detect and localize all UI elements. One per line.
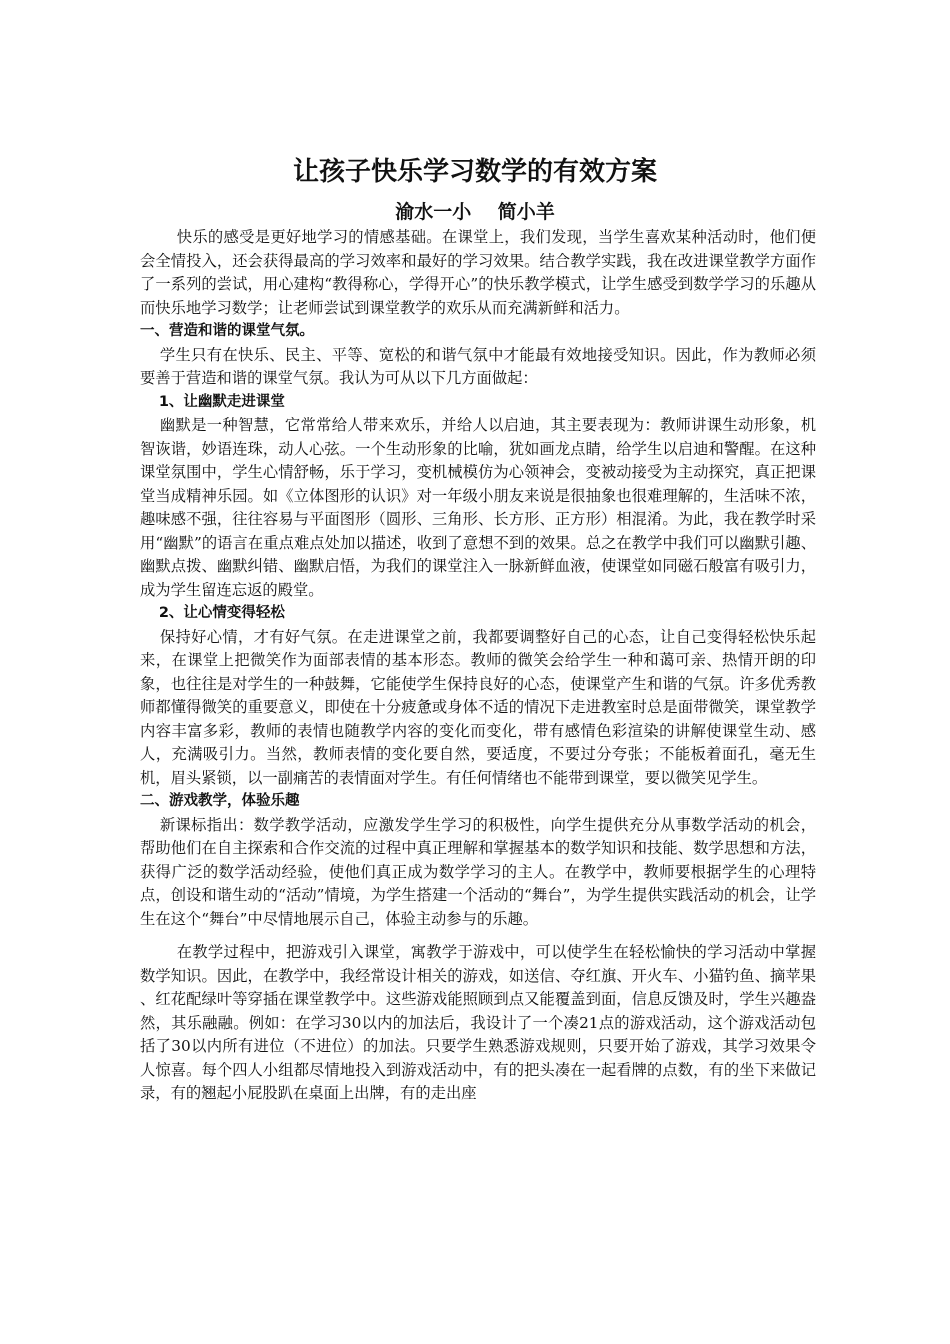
intro-paragraph: 快乐的感受是更好地学习的情感基础。在课堂上，我们发现，当学生喜欢某种活动时，他们便会全情投入，还会获得最高的学习效率和最好的学习效果。结合教学实践，我在改进课堂教学方面作了一系列的尝试，用心建构“教得称心，学得开心”的快乐教学模式，让学生感受到数学学习的乐趣从而快乐地学习数学；让老师尝试到课堂教学的欢乐从而充满新鲜和活力。 <box>140 228 816 317</box>
document-author: 渝水一小 简小羊 <box>395 201 555 223</box>
subsection-heading-1-2: 2、让心情变得轻松 <box>158 605 285 621</box>
section-2-paragraph-1: 新课标指出：数学教学活动，应激发学生学习的积极性，向学生提供充分从事数学活动的机会，帮助他们在自主探索和合作交流的过程中真正理解和掌握基本的数学知识和技能、数学思想和方法，获得广泛的数学活动经验，使他们真正成为数学学习的主人。在教学中，教师要根据学生的心理特点，创设和谐生动的“活动”情境，为学生搭建一个活动的“舞台”，为学生提供实践活动的机会，让学生在这个“舞台”中尽情地展示自己，体验主动参与的乐趣。 <box>140 815 816 928</box>
section-heading-1: 一、营造和谐的课堂气氛。 <box>140 323 314 339</box>
subsection-1-2-paragraph: 保持好心情，才有好气氛。在走进课堂之前，我都要调整好自己的心态，让自己变得轻松快乐起来，在课堂上把微笑作为面部表情的基本形态。教师的微笑会给学生一种和蔼可亲、热情开朗的印象，也往往是对学生的一种鼓舞，它能使学生保持良好的心态，使课堂产生和谐的气氛。许多优秀教师都懂得微笑的重要意义，即使在十分疲惫或身体不适的情况下走进教室时总是面带微笑，课堂教学内容丰富多彩，教师的表情也随教学内容的变化而变化，带有感情色彩渲染的讲解使课堂生动、感人，充满吸引力。当然，教师表情的变化要自然，要适度，不要过分夸张；不能板着面孔，毫无生机，眉头紧锁，以一副痛苦的表情面对学生。有任何情绪也不能带到课堂，要以微笑见学生。 <box>140 627 816 787</box>
section-1-intro: 学生只有在快乐、民主、平等、宽松的和谐气氛中才能最有效地接受知识。因此，作为教师必须要善于营造和谐的课堂气氛。我认为可从以下几方面做起： <box>140 345 816 387</box>
section-heading-2: 二、游戏教学，体验乐趣 <box>140 793 300 809</box>
document-body <box>140 226 816 1106</box>
subsection-1-1-paragraph: 幽默是一种智慧，它常常给人带来欢乐，并给人以启迪，其主要表现为：教师讲课生动形象，机智诙谐，妙语连珠，动人心弦。一个生动形象的比喻，犹如画龙点睛，给学生以启迪和警醒。在这种课堂氛围中，学生心情舒畅，乐于学习，变机械模仿为心领神会，变被动接受为主动探究，真正把课堂当成精神乐园。如《立体图形的认识》对一年级小朋友来说是很抽象也很难理解的，生活味不浓，趣味感不强，往往容易与平面图形（圆形、三角形、长方形、正方形）相混淆。为此，我在教学时采用“幽默”的语言在重点难点处加以描述，收到了意想不到的效果。总之在教学中我们可以幽默引趣、幽默点拨、幽默纠错、幽默启悟，为我们的课堂注入一脉新鲜血液，使课堂如同磁石般富有吸引力，成为学生留连忘返的殿堂。 <box>140 416 816 599</box>
subsection-heading-1-1: 1、让幽默走进课堂 <box>158 393 285 410</box>
document-title: 让孩子快乐学习数学的有效方案 <box>292 157 657 187</box>
section-2-paragraph-2: 在教学过程中，把游戏引入课堂，寓教学于游戏中，可以使学生在轻松愉快的学习活动中掌握数学知识。因此，在教学中，我经常设计相关的游戏，如送信、夺红旗、开火车、小猫钓鱼、摘苹果 、红花配绿叶等穿插在课堂教学中。这些游戏能照顾到点又能覆盖到面，信息反馈及时，学生兴趣盎然，其乐融融。例如：在学习30以内的加法后，我设计了一个凑21点的游戏活动，这个游戏活动包括了30以内所有进位（不进位）的加法。只要学生熟悉游戏规则，只要开始了游戏，其学习效果令人惊喜。每个四人小组都尽情地投入到游戏活动中，有的把头凑在一起看牌的点数，有的坐下来做记录，有的翘起小屁股趴在桌面上出牌，有的走出座 <box>140 943 816 1102</box>
